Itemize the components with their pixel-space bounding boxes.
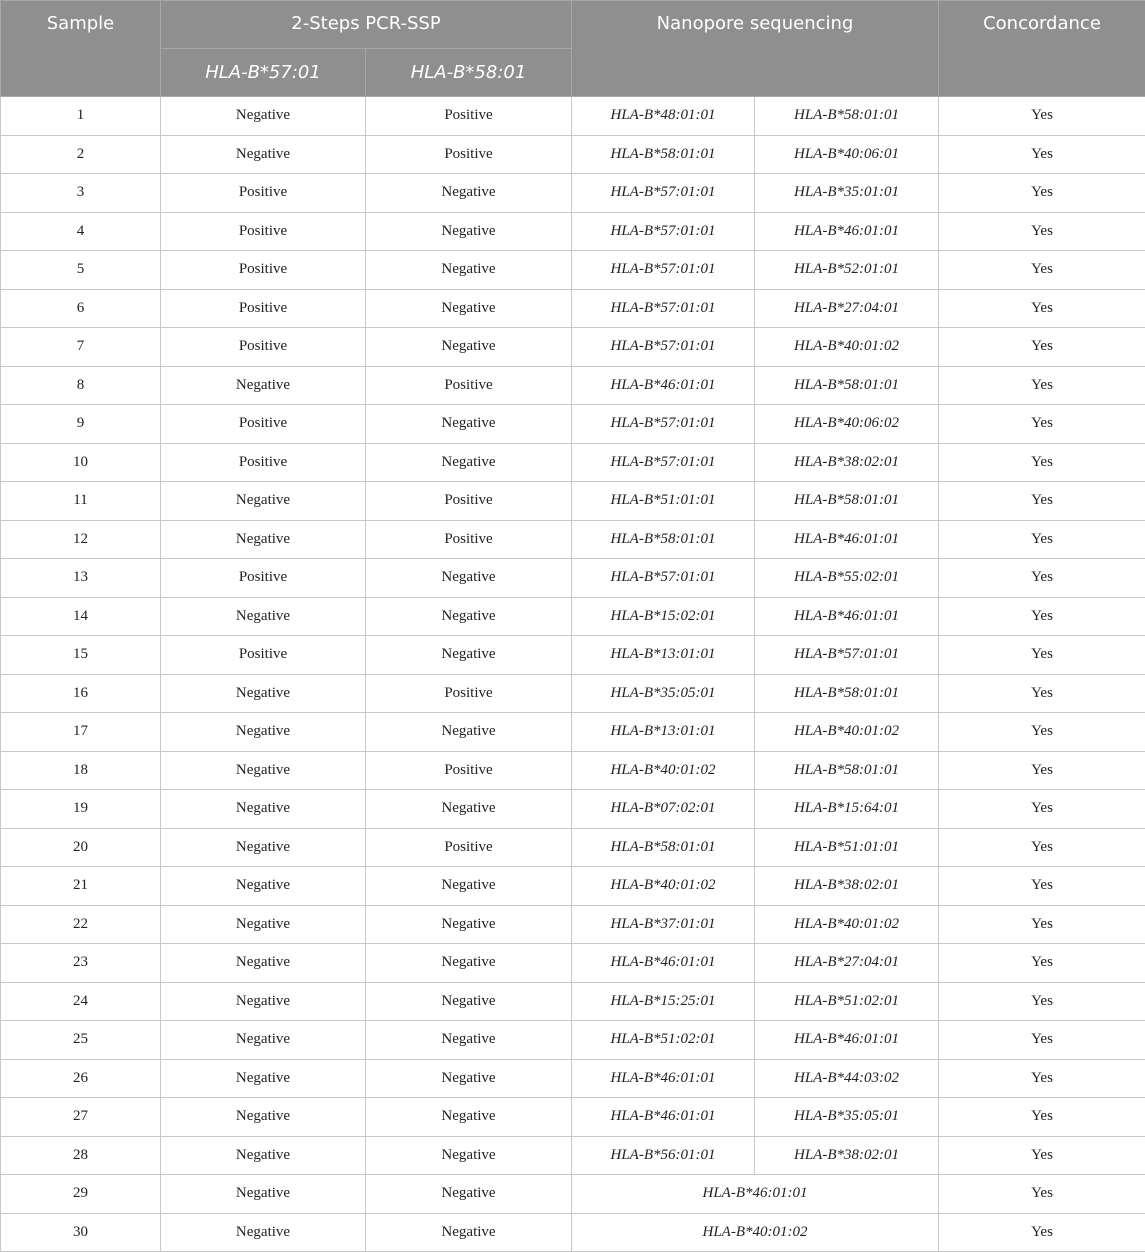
b5801-result-cell: Negative (366, 289, 572, 328)
table-row (1, 405, 1145, 444)
b5701-result-cell: Negative (161, 674, 366, 713)
b5701-result-cell: Positive (161, 212, 366, 251)
b5701-result-cell: Negative (161, 1059, 366, 1098)
b5701-result-cell: Negative (161, 944, 366, 983)
header-pcr-ssp: 2-Steps PCR-SSP (161, 1, 572, 49)
b5701-result-cell: Positive (161, 289, 366, 328)
allele-2-cell: HLA-B*35:05:01 (755, 1098, 939, 1137)
concordance-cell: Yes (939, 289, 1145, 328)
sample-cell: 25 (1, 1021, 161, 1060)
allele-1-cell: HLA-B*35:05:01 (572, 674, 755, 713)
b5701-result-cell: Positive (161, 251, 366, 290)
allele-2-cell: HLA-B*51:01:01 (755, 828, 939, 867)
table-row (1, 1021, 1145, 1060)
allele-2-cell: HLA-B*35:01:01 (755, 174, 939, 213)
b5701-result-cell: Negative (161, 790, 366, 829)
table-row (1, 520, 1145, 559)
allele-2-cell: HLA-B*46:01:01 (755, 597, 939, 636)
b5701-result-cell: Negative (161, 482, 366, 521)
table-body (1, 97, 1145, 1252)
table-row (1, 944, 1145, 983)
concordance-cell: Yes (939, 443, 1145, 482)
allele-2-cell: HLA-B*40:01:02 (755, 905, 939, 944)
allele-2-cell: HLA-B*27:04:01 (755, 944, 939, 983)
b5801-result-cell: Positive (366, 828, 572, 867)
allele-1-cell: HLA-B*57:01:01 (572, 251, 755, 290)
b5801-result-cell: Positive (366, 751, 572, 790)
sample-cell: 15 (1, 636, 161, 675)
allele-1-cell: HLA-B*57:01:01 (572, 289, 755, 328)
allele-2-cell: HLA-B*38:02:01 (755, 867, 939, 906)
allele-2-cell: HLA-B*57:01:01 (755, 636, 939, 675)
sample-cell: 2 (1, 135, 161, 174)
b5801-result-cell: Negative (366, 944, 572, 983)
concordance-cell: Yes (939, 482, 1145, 521)
allele-1-cell: HLA-B*15:25:01 (572, 982, 755, 1021)
b5801-result-cell: Negative (366, 174, 572, 213)
header-nanopore: Nanopore sequencing (572, 1, 939, 97)
concordance-cell: Yes (939, 366, 1145, 405)
concordance-cell: Yes (939, 251, 1145, 290)
b5701-result-cell: Negative (161, 597, 366, 636)
b5801-result-cell: Negative (366, 1098, 572, 1137)
concordance-cell: Yes (939, 1098, 1145, 1137)
b5801-result-cell: Positive (366, 674, 572, 713)
allele-1-cell: HLA-B*57:01:01 (572, 212, 755, 251)
b5701-result-cell: Positive (161, 443, 366, 482)
allele-1-cell: HLA-B*40:01:02 (572, 1213, 939, 1252)
allele-2-cell: HLA-B*40:06:01 (755, 135, 939, 174)
allele-2-cell: HLA-B*58:01:01 (755, 482, 939, 521)
b5801-result-cell: Negative (366, 559, 572, 598)
b5801-result-cell: Negative (366, 405, 572, 444)
allele-2-cell: HLA-B*40:06:02 (755, 405, 939, 444)
concordance-cell: Yes (939, 212, 1145, 251)
allele-2-cell: HLA-B*46:01:01 (755, 1021, 939, 1060)
concordance-cell: Yes (939, 328, 1145, 367)
sample-cell: 27 (1, 1098, 161, 1137)
allele-2-cell: HLA-B*40:01:02 (755, 713, 939, 752)
concordance-cell: Yes (939, 597, 1145, 636)
concordance-cell: Yes (939, 905, 1145, 944)
allele-1-cell: HLA-B*37:01:01 (572, 905, 755, 944)
table-row (1, 174, 1145, 213)
concordance-cell: Yes (939, 674, 1145, 713)
allele-1-cell: HLA-B*46:01:01 (572, 1175, 939, 1214)
b5801-result-cell: Negative (366, 1136, 572, 1175)
b5801-result-cell: Positive (366, 366, 572, 405)
allele-1-cell: HLA-B*51:01:01 (572, 482, 755, 521)
table-row (1, 135, 1145, 174)
sample-cell: 7 (1, 328, 161, 367)
sample-cell: 11 (1, 482, 161, 521)
table-row (1, 828, 1145, 867)
allele-1-cell: HLA-B*46:01:01 (572, 366, 755, 405)
b5801-result-cell: Negative (366, 212, 572, 251)
allele-1-cell: HLA-B*57:01:01 (572, 559, 755, 598)
allele-1-cell: HLA-B*58:01:01 (572, 828, 755, 867)
sample-cell: 23 (1, 944, 161, 983)
sample-cell: 9 (1, 405, 161, 444)
b5701-result-cell: Negative (161, 135, 366, 174)
allele-2-cell: HLA-B*44:03:02 (755, 1059, 939, 1098)
concordance-cell: Yes (939, 1175, 1145, 1214)
b5701-result-cell: Negative (161, 97, 366, 136)
allele-1-cell: HLA-B*15:02:01 (572, 597, 755, 636)
table-row (1, 482, 1145, 521)
sample-cell: 20 (1, 828, 161, 867)
concordance-cell: Yes (939, 636, 1145, 675)
sample-cell: 29 (1, 1175, 161, 1214)
sample-cell: 4 (1, 212, 161, 251)
header-concordance: Concordance (939, 1, 1145, 97)
sample-cell: 12 (1, 520, 161, 559)
b5801-result-cell: Negative (366, 328, 572, 367)
table-row (1, 867, 1145, 906)
table-row (1, 289, 1145, 328)
allele-2-cell: HLA-B*58:01:01 (755, 751, 939, 790)
b5701-result-cell: Positive (161, 636, 366, 675)
header-b5701: HLA-B*57:01 (161, 49, 366, 97)
allele-2-cell: HLA-B*58:01:01 (755, 366, 939, 405)
b5801-result-cell: Negative (366, 1021, 572, 1060)
b5801-result-cell: Positive (366, 135, 572, 174)
concordance-cell: Yes (939, 520, 1145, 559)
b5801-result-cell: Negative (366, 1213, 572, 1252)
allele-1-cell: HLA-B*57:01:01 (572, 174, 755, 213)
allele-1-cell: HLA-B*13:01:01 (572, 636, 755, 675)
allele-1-cell: HLA-B*46:01:01 (572, 944, 755, 983)
b5801-result-cell: Negative (366, 713, 572, 752)
table-row (1, 1213, 1145, 1252)
concordance-cell: Yes (939, 713, 1145, 752)
b5801-result-cell: Negative (366, 1059, 572, 1098)
allele-1-cell: HLA-B*57:01:01 (572, 443, 755, 482)
b5701-result-cell: Negative (161, 1098, 366, 1137)
b5801-result-cell: Negative (366, 790, 572, 829)
allele-1-cell: HLA-B*57:01:01 (572, 328, 755, 367)
concordance-cell: Yes (939, 867, 1145, 906)
concordance-cell: Yes (939, 1059, 1145, 1098)
sample-cell: 3 (1, 174, 161, 213)
allele-2-cell: HLA-B*55:02:01 (755, 559, 939, 598)
sample-cell: 18 (1, 751, 161, 790)
b5801-result-cell: Negative (366, 867, 572, 906)
allele-1-cell: HLA-B*56:01:01 (572, 1136, 755, 1175)
b5701-result-cell: Negative (161, 1213, 366, 1252)
table-row (1, 1098, 1145, 1137)
sample-cell: 8 (1, 366, 161, 405)
allele-1-cell: HLA-B*40:01:02 (572, 751, 755, 790)
allele-1-cell: HLA-B*40:01:02 (572, 867, 755, 906)
allele-1-cell: HLA-B*58:01:01 (572, 520, 755, 559)
b5801-result-cell: Negative (366, 982, 572, 1021)
b5701-result-cell: Positive (161, 405, 366, 444)
table-row (1, 674, 1145, 713)
concordance-cell: Yes (939, 944, 1145, 983)
table-row (1, 790, 1145, 829)
concordance-cell: Yes (939, 1136, 1145, 1175)
sample-cell: 14 (1, 597, 161, 636)
concordance-cell: Yes (939, 751, 1145, 790)
concordance-cell: Yes (939, 828, 1145, 867)
allele-2-cell: HLA-B*27:04:01 (755, 289, 939, 328)
b5701-result-cell: Negative (161, 828, 366, 867)
allele-2-cell: HLA-B*46:01:01 (755, 520, 939, 559)
allele-2-cell: HLA-B*40:01:02 (755, 328, 939, 367)
concordance-cell: Yes (939, 135, 1145, 174)
table-row (1, 559, 1145, 598)
b5701-result-cell: Negative (161, 520, 366, 559)
table-row (1, 251, 1145, 290)
sample-cell: 22 (1, 905, 161, 944)
sample-cell: 10 (1, 443, 161, 482)
allele-2-cell: HLA-B*51:02:01 (755, 982, 939, 1021)
allele-1-cell: HLA-B*46:01:01 (572, 1098, 755, 1137)
b5701-result-cell: Negative (161, 1021, 366, 1060)
b5801-result-cell: Negative (366, 443, 572, 482)
b5701-result-cell: Negative (161, 713, 366, 752)
b5801-result-cell: Negative (366, 905, 572, 944)
allele-2-cell: HLA-B*58:01:01 (755, 674, 939, 713)
sample-cell: 30 (1, 1213, 161, 1252)
sample-cell: 6 (1, 289, 161, 328)
sample-cell: 28 (1, 1136, 161, 1175)
b5701-result-cell: Negative (161, 1175, 366, 1214)
allele-1-cell: HLA-B*13:01:01 (572, 713, 755, 752)
b5701-result-cell: Positive (161, 559, 366, 598)
allele-2-cell: HLA-B*52:01:01 (755, 251, 939, 290)
table-row (1, 366, 1145, 405)
concordance-cell: Yes (939, 405, 1145, 444)
b5801-result-cell: Negative (366, 251, 572, 290)
allele-1-cell: HLA-B*48:01:01 (572, 97, 755, 136)
b5701-result-cell: Negative (161, 867, 366, 906)
table-row (1, 328, 1145, 367)
concordance-cell: Yes (939, 1213, 1145, 1252)
table-row (1, 443, 1145, 482)
b5701-result-cell: Negative (161, 905, 366, 944)
b5701-result-cell: Negative (161, 366, 366, 405)
table-row (1, 1175, 1145, 1214)
b5801-result-cell: Negative (366, 597, 572, 636)
concordance-cell: Yes (939, 174, 1145, 213)
allele-1-cell: HLA-B*58:01:01 (572, 135, 755, 174)
header-sample: Sample (1, 1, 161, 97)
table-row (1, 212, 1145, 251)
allele-2-cell: HLA-B*38:02:01 (755, 1136, 939, 1175)
sample-cell: 17 (1, 713, 161, 752)
b5701-result-cell: Negative (161, 982, 366, 1021)
allele-1-cell: HLA-B*57:01:01 (572, 405, 755, 444)
table-row (1, 636, 1145, 675)
table-row (1, 982, 1145, 1021)
concordance-cell: Yes (939, 982, 1145, 1021)
concordance-cell: Yes (939, 559, 1145, 598)
b5701-result-cell: Positive (161, 174, 366, 213)
sample-cell: 1 (1, 97, 161, 136)
table-row (1, 1059, 1145, 1098)
sample-cell: 16 (1, 674, 161, 713)
b5701-result-cell: Negative (161, 751, 366, 790)
sample-cell: 19 (1, 790, 161, 829)
b5801-result-cell: Positive (366, 520, 572, 559)
allele-1-cell: HLA-B*51:02:01 (572, 1021, 755, 1060)
header-b5801: HLA-B*58:01 (366, 49, 572, 97)
allele-2-cell: HLA-B*46:01:01 (755, 212, 939, 251)
allele-2-cell: HLA-B*58:01:01 (755, 97, 939, 136)
concordance-cell: Yes (939, 97, 1145, 136)
sample-cell: 21 (1, 867, 161, 906)
b5701-result-cell: Negative (161, 1136, 366, 1175)
b5801-result-cell: Negative (366, 636, 572, 675)
sample-cell: 5 (1, 251, 161, 290)
b5701-result-cell: Positive (161, 328, 366, 367)
sample-cell: 26 (1, 1059, 161, 1098)
sample-cell: 13 (1, 559, 161, 598)
concordance-cell: Yes (939, 1021, 1145, 1060)
allele-1-cell: HLA-B*07:02:01 (572, 790, 755, 829)
table-row (1, 713, 1145, 752)
table-row (1, 97, 1145, 136)
b5801-result-cell: Positive (366, 97, 572, 136)
sample-cell: 24 (1, 982, 161, 1021)
allele-2-cell: HLA-B*15:64:01 (755, 790, 939, 829)
concordance-cell: Yes (939, 790, 1145, 829)
b5801-result-cell: Negative (366, 1175, 572, 1214)
table-row (1, 1136, 1145, 1175)
b5801-result-cell: Positive (366, 482, 572, 521)
allele-1-cell: HLA-B*46:01:01 (572, 1059, 755, 1098)
allele-2-cell: HLA-B*38:02:01 (755, 443, 939, 482)
table-row (1, 751, 1145, 790)
table-row (1, 905, 1145, 944)
table-row (1, 597, 1145, 636)
